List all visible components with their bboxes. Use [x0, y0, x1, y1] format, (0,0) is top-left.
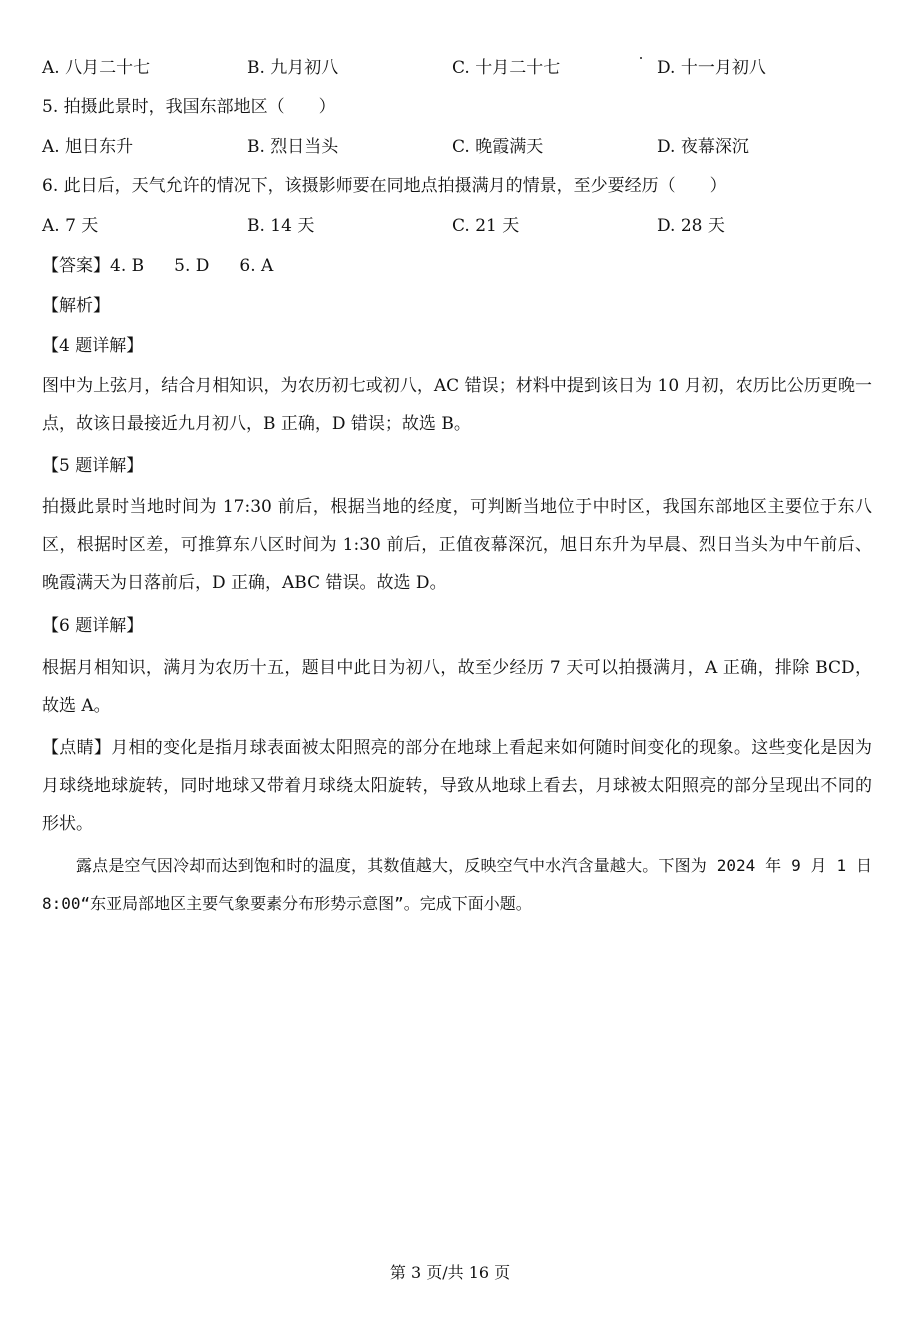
q6-stem: 6. 此日后，天气允许的情况下，该摄影师要在同地点拍摄满月的情景，至少要经历（ ） — [42, 176, 727, 196]
q4-option-d: D. 十一月初八 — [657, 58, 766, 78]
q6-option-d: D. 28 天 — [657, 216, 725, 236]
q6-option-b: B. 14 天 — [247, 216, 315, 236]
q4-option-c: C. 十月二十七 — [452, 58, 561, 78]
q6-options — [42, 213, 862, 239]
q4-option-b: B. 九月初八 — [247, 58, 339, 78]
answer-item-6: 6. A — [239, 256, 274, 276]
q5-stem: 5. 拍摄此景时，我国东部地区（ ） — [42, 97, 336, 117]
q6-option-a: A. 7 天 — [42, 216, 99, 236]
tip-paragraph — [42, 729, 872, 843]
tip-text: 月相的变化是指月球表面被太阳照亮的部分在地球上看起来如何随时间变化的现象。这些变化是因为月球绕地球旋转，同时地球又带着月球绕太阳旋转，导致从地球上看去，月球被太阳照亮的部分呈现出不同的形状。 — [42, 738, 873, 834]
answer-item-4: 4. B — [110, 256, 145, 276]
q5-option-c: C. 晚霞满天 — [452, 137, 544, 157]
detail5-text: 拍摄此景时当地时间为 17:30 前后，根据当地的经度，可判断当地位于中时区，我国东部地区主要位于东八区，根据时区差，可推算东八区时间为 1:30 前后，正值夜幕深沉，旭日东升为早晨、烈日当头为中午前后、晚霞满天为日落前后，D 正确，ABC 错误。故选 D。 — [42, 497, 872, 593]
q5-option-b: B. 烈日当头 — [247, 137, 339, 157]
analysis-label: 【解析】 — [42, 296, 110, 316]
answer-item-5: 5. D — [174, 256, 210, 276]
detail6-title: 【6 题详解】 — [42, 616, 144, 636]
page-footer: 第 3 页/共 16 页 — [389, 1263, 511, 1282]
detail6-text: 根据月相知识，满月为农历十五，题目中此日为初八，故至少经历 7 天可以拍摄满月，A 正确，排除 BCD，故选 A。 — [42, 658, 872, 716]
detail4-text: 图中为上弦月，结合月相知识，为农历初七或初八，AC 错误；材料中提到该日为 10 月初，农历比公历更晚一点，故该日最接近九月初八，B 正确，D 错误；故选 B。 — [42, 376, 872, 434]
detail4-title: 【4 题详解】 — [42, 336, 144, 356]
q5-option-a: A. 旭日东升 — [42, 137, 134, 157]
detail5-title: 【5 题详解】 — [42, 456, 144, 476]
q4-option-a: A. 八月二十七 — [42, 58, 151, 78]
q4-options — [42, 55, 862, 81]
q5-options — [42, 134, 862, 160]
tip-label: 【点睛】 — [42, 738, 112, 758]
answer-line — [42, 253, 872, 279]
q5-option-d: D. 夜幕深沉 — [657, 137, 749, 157]
answer-label: 【答案】 — [42, 256, 110, 276]
q6-option-c: C. 21 天 — [452, 216, 520, 236]
next-question-intro: 露点是空气因冷却而达到饱和时的温度，其数值越大，反映空气中水汽含量越大。下图为 2024 年 9 月 1 日 8:00“东亚局部地区主要气象要素分布形势示意图”。完成下面小题。 — [42, 856, 872, 913]
